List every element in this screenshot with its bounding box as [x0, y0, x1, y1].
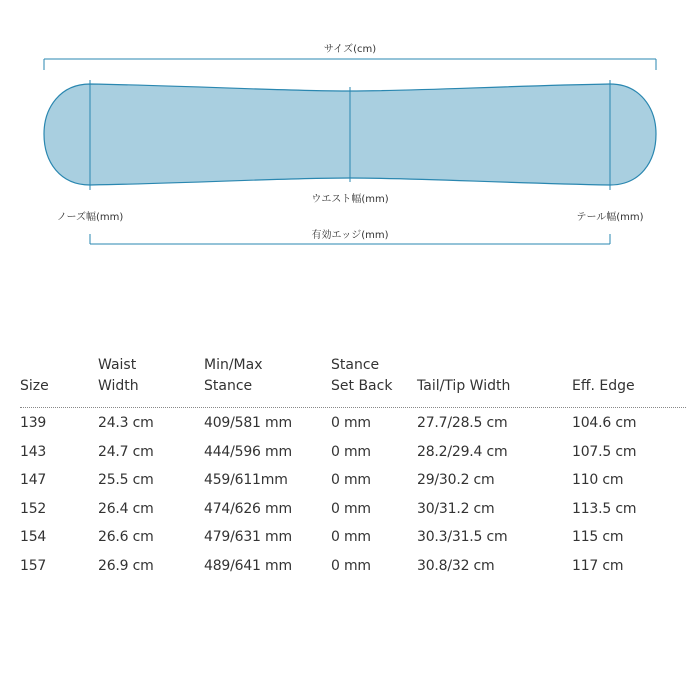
size-dimension [44, 59, 656, 70]
cell-stance: 474/626 mm [204, 500, 292, 517]
header-size: Size [20, 378, 49, 394]
table-row [20, 523, 682, 552]
header-setback: Stance Set Back [331, 357, 393, 394]
cell-waist: 24.3 cm [98, 415, 154, 432]
effective-edge-label: 有効エッジ(mm) [311, 230, 389, 241]
cell-edge: 117 cm [572, 557, 624, 574]
header-tail-tip-width: Tail/Tip Width [417, 378, 511, 394]
board-diagram [0, 0, 700, 260]
cell-stance: 444/596 mm [204, 443, 292, 460]
tail-label: テール幅(mm) [576, 212, 644, 223]
cell-waist: 26.9 cm [98, 557, 154, 574]
cell-tail-tip: 29/30.2 cm [417, 472, 495, 489]
cell-waist: 26.6 cm [98, 529, 154, 546]
cell-tail-tip: 30.3/31.5 cm [417, 529, 508, 546]
header-stance: Min/Max Stance [204, 357, 263, 394]
cell-size: 147 [20, 472, 47, 489]
cell-waist: 26.4 cm [98, 500, 154, 517]
table-row [20, 407, 682, 438]
cell-size: 154 [20, 529, 47, 546]
cell-tail-tip: 30.8/32 cm [417, 557, 495, 574]
size-label: サイズ(cm) [323, 44, 377, 55]
table-row [20, 552, 682, 581]
cell-edge: 107.5 cm [572, 443, 637, 460]
cell-stance: 479/631 mm [204, 529, 292, 546]
cell-size: 157 [20, 557, 47, 574]
cell-setback: 0 mm [331, 472, 371, 489]
cell-tail-tip: 27.7/28.5 cm [417, 415, 508, 432]
table-row [20, 495, 682, 524]
cell-setback: 0 mm [331, 529, 371, 546]
table-row [20, 438, 682, 467]
cell-edge: 115 cm [572, 529, 624, 546]
cell-waist: 25.5 cm [98, 472, 154, 489]
cell-stance: 459/611mm [204, 472, 288, 489]
spec-table [20, 355, 682, 580]
cell-tail-tip: 30/31.2 cm [417, 500, 495, 517]
header-eff-edge: Eff. Edge [572, 378, 635, 394]
nose-label: ノーズ幅(mm) [56, 212, 124, 223]
cell-setback: 0 mm [331, 443, 371, 460]
header-divider [20, 407, 686, 408]
cell-edge: 113.5 cm [572, 500, 637, 517]
cell-setback: 0 mm [331, 557, 371, 574]
cell-size: 139 [20, 415, 47, 432]
cell-size: 143 [20, 443, 47, 460]
table-row [20, 466, 682, 495]
table-header-row [20, 355, 682, 407]
cell-setback: 0 mm [331, 500, 371, 517]
cell-stance: 489/641 mm [204, 557, 292, 574]
cell-edge: 104.6 cm [572, 415, 637, 432]
cell-edge: 110 cm [572, 472, 624, 489]
cell-stance: 409/581 mm [204, 415, 292, 432]
cell-setback: 0 mm [331, 415, 371, 432]
cell-size: 152 [20, 500, 47, 517]
waist-label: ウエスト幅(mm) [311, 194, 389, 205]
cell-tail-tip: 28.2/29.4 cm [417, 443, 508, 460]
cell-waist: 24.7 cm [98, 443, 154, 460]
header-waist-width: Waist Width [98, 357, 139, 394]
